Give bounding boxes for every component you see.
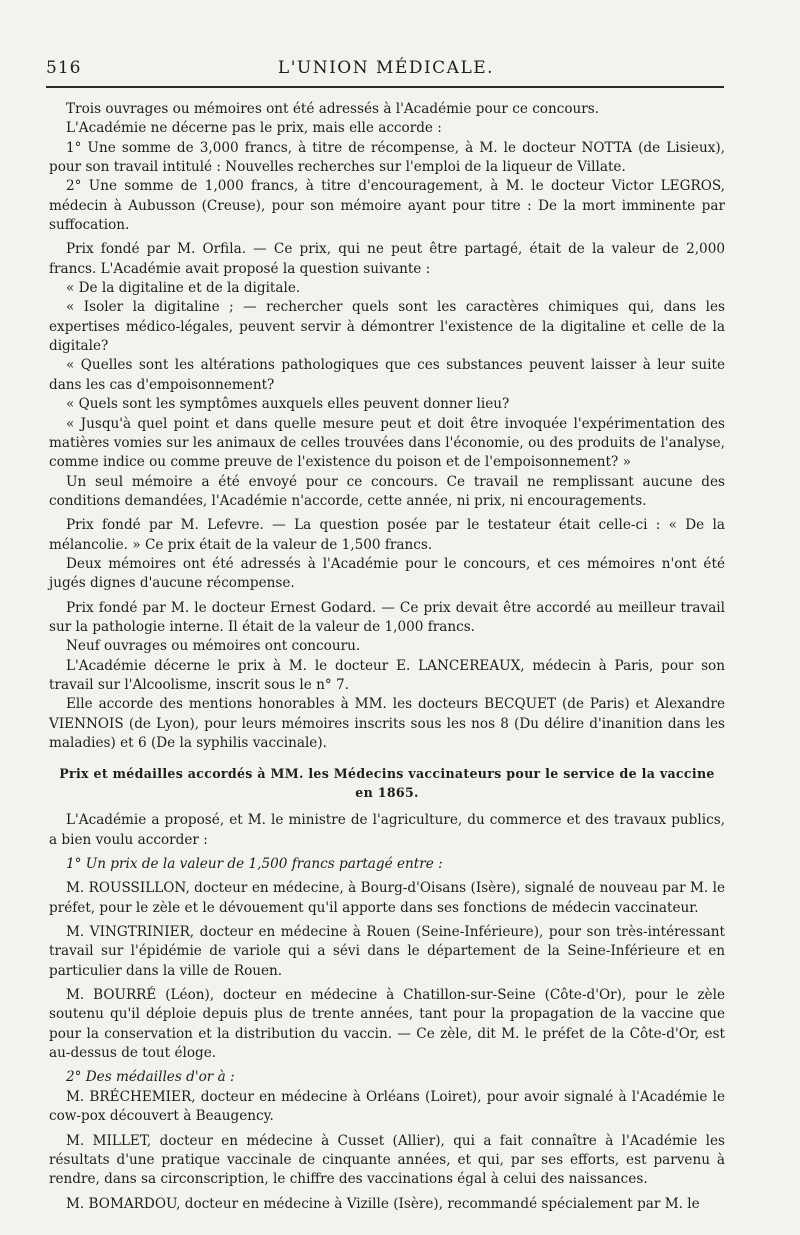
paragraph: 2° Une somme de 1,000 francs, à titre d'encouragement, à M. le docteur Victor LEGROS, médecin à Aubusson (Creuse), pour son mémoire ayant pour titre : De la mort imminente par suffocation.	[49, 178, 725, 234]
page-number: 516	[46, 58, 82, 78]
paragraph: Elle accorde des mentions honorables à MM. les docteurs BECQUET (de Paris) et Alexandre VIENNOIS (de Lyon), pour leurs mémoires inscrits sous les nos 8 (Du délire d'inanition dans les maladies) et 6 (De la syphilis vaccinale).	[49, 696, 725, 751]
paragraph: M. ROUSSILLON, docteur en médecine, à Bourg-d'Oisans (Isère), signalé de nouveau par M. le préfet, pour le zèle et le dévouement qu'il apporte dans ses fonctions de médecin vaccinateur.	[49, 880, 725, 916]
running-title: L'UNION MÉDICALE.	[277, 58, 495, 78]
paragraph: L'Académie décerne le prix à M. le docteur E. LANCEREAUX, médecin à Paris, pour son travail sur l'Alcoolisme, inscrit sous le n° 7.	[49, 657, 725, 693]
paragraph: Neuf ouvrages ou mémoires ont concouru.	[66, 638, 361, 655]
page-header	[46, 58, 726, 84]
paragraph: Deux mémoires ont été adressés à l'Académie pour le concours, et ces mémoires n'ont été jugés dignes d'aucune récompense.	[49, 555, 725, 592]
paragraph: Prix fondé par M. le docteur Ernest Godard. — Ce prix devait être accordé au meilleur travail sur la pathologie interne. Il était de la valeur de 1,000 francs.	[49, 599, 725, 635]
paragraph: M. BOURRÉ (Léon), docteur en médecine à Chatillon-sur-Seine (Côte-d'Or), pour le zèle soutenu qu'il déploie depuis plus de trente années, tant pour la propagation de la vaccine que pour la conservation et la distribution du vaccin. — Ce zèle, dit M. le préfet de la Côte-d'Or, est au-dessus de tout éloge.	[49, 987, 725, 1062]
paragraph: M. BOMARDOU, docteur en médecine à Vizille (Isère), recommandé spécialement par M. le	[66, 1195, 700, 1212]
header-rule	[46, 86, 724, 88]
paragraph: « Jusqu'à quel point et dans quelle mesure peut et doit être invoquée l'expérimentation des matières vomies sur les animaux de celles trouvées dans l'économie, ou des produits de l'analyse, comme indice ou comme preuve de l'existence du poison et de l'empoisonnement? »	[49, 415, 725, 471]
paragraph: « De la digitaline et de la digitale.	[66, 280, 301, 297]
paragraph: L'Académie ne décerne pas le prix, mais elle accorde :	[66, 120, 442, 137]
paragraph: M. BRÉCHEMIER, docteur en médecine à Orléans (Loiret), pour avoir signalé à l'Académie le cow-pox découvert à Beaugency.	[49, 1088, 725, 1125]
body-text	[49, 100, 725, 1214]
paragraph: Un seul mémoire a été envoyé pour ce concours. Ce travail ne remplissant aucune des conditions demandées, l'Académie n'accorde, cette année, ni prix, ni encouragements.	[49, 473, 725, 509]
paragraph: 1° Une somme de 3,000 francs, à titre de récompense, à M. le docteur NOTTA (de Lisieux), pour son travail intitulé : Nouvelles recherches sur l'emploi de la liqueur de Villate.	[49, 139, 725, 176]
paragraph: « Quels sont les symptômes auxquels elles peuvent donner lieu?	[66, 396, 510, 413]
paragraph: Trois ouvrages ou mémoires ont été adressés à l'Académie pour ce concours.	[66, 101, 600, 117]
paragraph: « Quelles sont les altérations pathologiques que ces substances peuvent laisser à leur suite dans les cas d'empoisonnement?	[49, 357, 725, 393]
paragraph: 2° Des médailles d'or à :	[66, 1069, 235, 1086]
paragraph: 1° Un prix de la valeur de 1,500 francs partagé entre :	[66, 856, 443, 873]
paragraph: L'Académie a proposé, et M. le ministre de l'agriculture, du commerce et des travaux publics, a bien voulu accorder :	[49, 812, 725, 848]
paragraph: Prix fondé par M. Orfila. — Ce prix, qui ne peut être partagé, était de la valeur de 2,000 francs. L'Académie avait proposé la question suivante :	[49, 241, 725, 277]
paragraph: M. MILLET, docteur en médecine à Cusset (Allier), qui a fait connaître à l'Académie les résultats d'une pratique vaccinale de cinquante années, et qui, par ses efforts, est parvenu à rendre, dans sa circonscription, le chiffre des vaccinations égal à celui des naissances.	[49, 1132, 725, 1188]
paragraph: Prix fondé par M. Lefevre. — La question posée par le testateur était celle-ci : « De la mélancolie. » Ce prix était de la valeur de 1,500 francs.	[49, 517, 725, 553]
paragraph: M. VINGTRINIER, docteur en médecine à Rouen (Seine-Inférieure), pour son très-intéressant travail sur l'épidémie de variole qui a sévi dans le département de la Seine-Inférieure et en particulier dans la ville de Rouen.	[49, 924, 725, 979]
paragraph: « Isoler la digitaline ; — rechercher quels sont les caractères chimiques qui, dans les expertises médico-légales, peuvent servir à démontrer l'existence de la digitaline et celle de la digitale?	[49, 299, 725, 355]
section-title: Prix et médailles accordés à MM. les Médecins vaccinateurs pour le service de la vaccine en 1865.	[59, 766, 715, 801]
